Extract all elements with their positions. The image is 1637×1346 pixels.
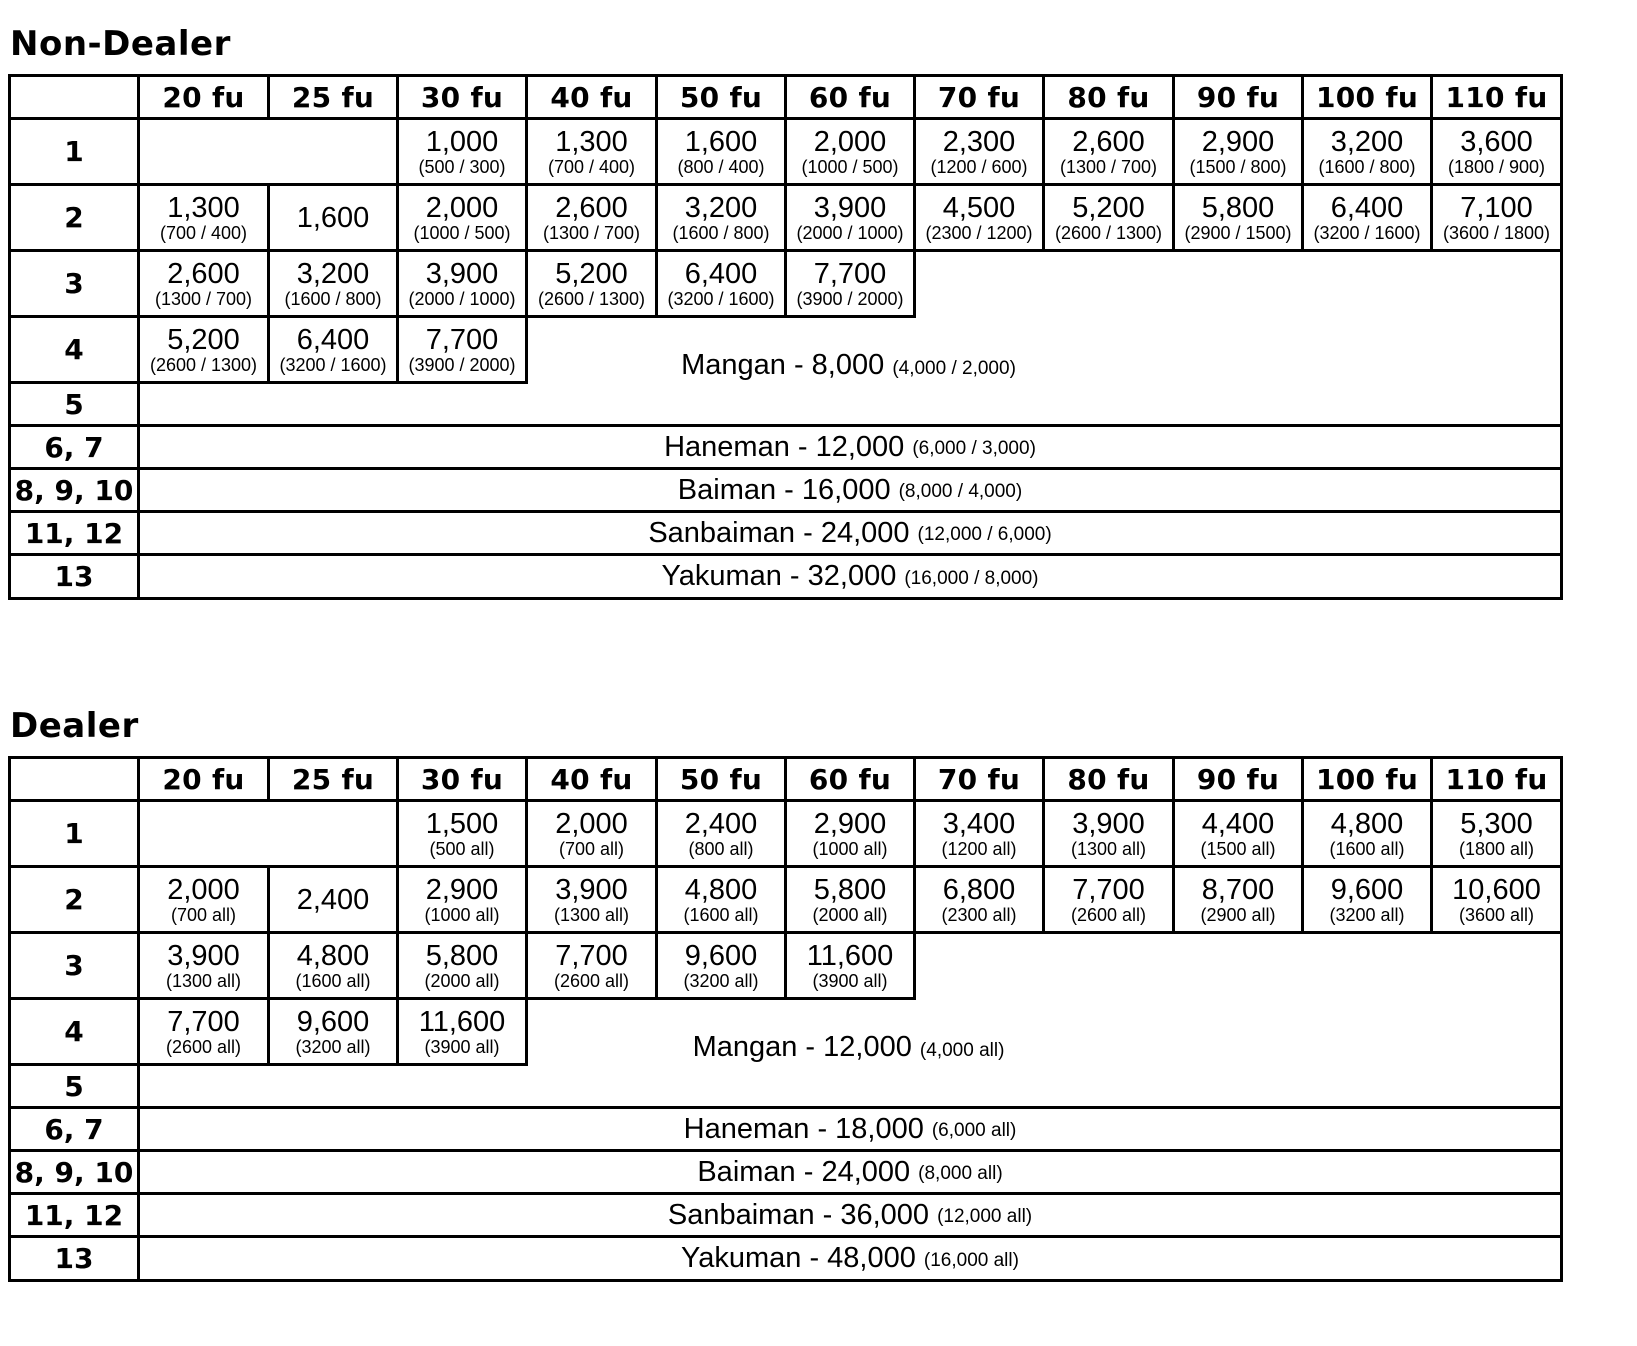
payment-split: (700 all) (170, 904, 237, 925)
score-cell (913, 117, 1045, 186)
points-value: 5,300 (1460, 807, 1533, 840)
points-value: 5,200 (555, 257, 628, 290)
payment-split: (1600 / 800) (1318, 156, 1416, 177)
limit-points: Yakuman - 32,000 (661, 560, 897, 592)
points-value: 3,900 (555, 873, 628, 906)
payment-split: (2600 all) (1070, 904, 1147, 925)
points-value: 3,200 (296, 257, 370, 290)
points-value: 2,000 (555, 807, 628, 840)
section-title: Non-Dealer (10, 24, 231, 64)
points-value: 5,800 (813, 873, 887, 906)
limit-split: (12,000 all) (937, 1206, 1033, 1227)
points-value: 3,200 (684, 191, 758, 224)
payment-split: (500 / 300) (418, 156, 506, 177)
han-row-header: 3 (8, 249, 140, 318)
points-value: 3,900 (813, 191, 887, 224)
score-cell (137, 997, 270, 1066)
score-cell (396, 183, 528, 252)
limit-split: (4,000 / 2,000) (892, 358, 1016, 379)
points-value: 4,800 (296, 939, 370, 972)
score-cell (784, 865, 916, 934)
payment-split: (700 all) (558, 838, 625, 859)
payment-split: (3200 all) (295, 1036, 371, 1057)
yakuman-row (137, 553, 1563, 600)
points-value: 11,600 (418, 1005, 506, 1038)
score-cell (1172, 865, 1304, 934)
points-value: 7,700 (425, 323, 499, 356)
points-value: 3,900 (167, 939, 240, 972)
points-value: 2,900 (425, 873, 499, 906)
score-cell (396, 799, 528, 868)
payment-split: (2600 all) (165, 1036, 242, 1057)
han-row-header: 8, 9, 10 (8, 1149, 140, 1195)
han-row-header: 1 (8, 117, 140, 186)
column-header: 30 fu (396, 74, 528, 120)
score-cell (1042, 117, 1175, 186)
points-value: 5,200 (1072, 191, 1145, 224)
score-cell (913, 865, 1045, 934)
han-row-header: 11, 12 (8, 510, 140, 556)
payment-split: (1300 / 700) (154, 288, 253, 309)
points-value: 7,100 (1460, 191, 1533, 224)
points-value: 2,000 (813, 125, 887, 158)
points-value: 4,500 (942, 191, 1016, 224)
payment-split: (800 / 400) (677, 156, 765, 177)
limit-split: (16,000 all) (923, 1249, 1019, 1271)
payment-split: (3200 / 1600) (279, 354, 387, 375)
column-header: 40 fu (525, 756, 658, 802)
payment-split: (3600 / 1800) (1442, 222, 1551, 243)
score-cell (1042, 183, 1175, 252)
points-value: 1,300 (555, 125, 628, 158)
han-row-header: 3 (8, 931, 140, 1000)
limit-points: Sanbaiman - 36,000 (667, 1198, 930, 1231)
points-value: 1,500 (425, 807, 499, 840)
score-cell (525, 183, 658, 252)
column-header: 90 fu (1172, 756, 1304, 802)
score-cell (267, 997, 399, 1066)
score-cell (784, 183, 916, 252)
payment-split: (1500 all) (1200, 838, 1276, 859)
payment-split: (1300 all) (1070, 838, 1147, 859)
han-row-header: 4 (8, 997, 140, 1066)
payment-split: (1000 / 500) (801, 156, 899, 177)
han-row-header: 5 (8, 1063, 140, 1109)
limit-points: Haneman - 12,000 (664, 430, 905, 463)
score-cell (267, 931, 399, 1000)
points-value: 9,600 (1330, 873, 1404, 906)
score-cell (784, 117, 916, 186)
points-value: 3,200 (1330, 125, 1404, 158)
limit-points: Baiman - 16,000 (677, 473, 891, 506)
mangan-label (693, 1031, 1005, 1064)
points-value: 3,900 (1072, 807, 1145, 840)
column-header: 40 fu (525, 74, 658, 120)
score-cell (1172, 799, 1304, 868)
points-value: 2,000 (167, 873, 240, 906)
points-value: 3,900 (425, 257, 499, 290)
score-cell (525, 799, 658, 868)
points-value: 2,000 (425, 191, 499, 224)
column-header: 90 fu (1172, 74, 1304, 120)
han-row-header: 6, 7 (8, 1106, 140, 1152)
score-cell (1430, 117, 1563, 186)
points-value: 4,400 (1201, 807, 1275, 840)
score-cell (396, 249, 528, 318)
mangan-label (681, 349, 1016, 382)
payment-split: (2300 / 1200) (925, 222, 1033, 243)
limit-split: (12,000 / 6,000) (917, 524, 1052, 545)
column-header: 60 fu (784, 756, 916, 802)
points-value: 3,400 (942, 807, 1016, 840)
score-cell (655, 799, 787, 868)
limit-split: (16,000 / 8,000) (904, 567, 1039, 589)
score-cell (267, 183, 399, 252)
column-header: 30 fu (396, 756, 528, 802)
sanbaiman-row (137, 510, 1563, 556)
payment-split: (2000 all) (812, 904, 888, 925)
points-value: 5,800 (425, 939, 499, 972)
points-value: 7,700 (1072, 873, 1145, 906)
payment-split: (2600 all) (553, 970, 630, 991)
score-cell (267, 315, 399, 384)
score-cell (655, 931, 787, 1000)
column-header: 60 fu (784, 74, 916, 120)
payment-split: (2600 / 1300) (1054, 222, 1163, 243)
payment-split: (1000 / 500) (413, 222, 511, 243)
corner-cell (8, 756, 140, 802)
score-cell (137, 931, 270, 1000)
score-cell (913, 183, 1045, 252)
points-value: 1,600 (684, 125, 758, 158)
haneman-row (137, 424, 1563, 470)
payment-split: (2000 / 1000) (796, 222, 904, 243)
payment-split: (1300 / 700) (1059, 156, 1158, 177)
payment-split: (1600 / 800) (672, 222, 770, 243)
payment-split: (1200 all) (941, 838, 1017, 859)
points-value: 9,600 (684, 939, 758, 972)
score-cell (1301, 799, 1433, 868)
points-value: 2,600 (167, 257, 240, 290)
han-row-header: 13 (8, 553, 140, 600)
score-cell (396, 865, 528, 934)
payment-split: (800 all) (688, 838, 754, 859)
payment-split: (3200 / 1600) (667, 288, 775, 309)
empty-cell (137, 799, 399, 868)
score-cell (655, 183, 787, 252)
score-cell (913, 799, 1045, 868)
score-cell (525, 249, 658, 318)
points-value: 7,700 (555, 939, 628, 972)
points-value: 1,000 (425, 125, 499, 158)
column-header: 20 fu (137, 756, 270, 802)
score-cell (1430, 865, 1563, 934)
payment-split: (1600 / 800) (284, 288, 382, 309)
payment-split: (700 / 400) (159, 222, 248, 243)
column-header: 70 fu (913, 74, 1045, 120)
score-cell (525, 865, 658, 934)
score-cell (1430, 799, 1563, 868)
score-cell (1042, 865, 1175, 934)
score-cell (396, 315, 528, 384)
haneman-row (137, 1106, 1563, 1152)
column-header: 80 fu (1042, 756, 1175, 802)
limit-split: (8,000 all) (918, 1163, 1003, 1184)
payment-split: (2000 all) (424, 970, 500, 991)
column-header: 110 fu (1430, 756, 1563, 802)
score-cell (655, 865, 787, 934)
corner-cell (8, 74, 140, 120)
han-row-header: 1 (8, 799, 140, 868)
payment-split: (2000 / 1000) (408, 288, 516, 309)
payment-split: (2900 all) (1200, 904, 1276, 925)
points-value: 3,600 (1460, 125, 1533, 158)
han-row-header: 2 (8, 865, 140, 934)
payment-split: (3900 all) (424, 1036, 500, 1057)
points-value: 1,300 (167, 191, 240, 224)
han-row-header: 2 (8, 183, 140, 252)
score-cell (137, 315, 270, 384)
han-row-header: 8, 9, 10 (8, 467, 140, 513)
points-value: 5,800 (1201, 191, 1275, 224)
payment-split: (1300 / 700) (542, 222, 641, 243)
points-value: 4,800 (684, 873, 758, 906)
han-row-header: 11, 12 (8, 1192, 140, 1238)
score-cell (1301, 865, 1433, 934)
score-cell (1042, 799, 1175, 868)
points-value: 2,300 (942, 125, 1016, 158)
column-header: 80 fu (1042, 74, 1175, 120)
payment-split: (1000 all) (424, 904, 500, 925)
payment-split: (500 all) (429, 838, 495, 859)
score-cell (784, 249, 916, 318)
score-cell (396, 931, 528, 1000)
points-value: 11,600 (806, 939, 894, 972)
points-value: 6,400 (684, 257, 758, 290)
payment-split: (1600 all) (295, 970, 371, 991)
score-cell (525, 931, 658, 1000)
limit-points: Baiman - 24,000 (697, 1155, 911, 1188)
section-title: Dealer (10, 706, 139, 746)
payment-split: (1800 / 900) (1447, 156, 1546, 177)
column-header: 100 fu (1301, 756, 1433, 802)
limit-split: (8,000 / 4,000) (898, 481, 1023, 502)
score-cell (137, 249, 270, 318)
yakuman-row (137, 1235, 1563, 1282)
payment-split: (2900 / 1500) (1184, 222, 1292, 243)
limit-points: Sanbaiman - 24,000 (648, 516, 910, 549)
score-cell (1172, 117, 1304, 186)
column-header: 110 fu (1430, 74, 1563, 120)
empty-cell (137, 117, 399, 186)
score-cell (784, 931, 916, 1000)
score-cell (137, 183, 270, 252)
payment-split: (1500 / 800) (1189, 156, 1287, 177)
column-header: 50 fu (655, 74, 787, 120)
baiman-row (137, 467, 1563, 513)
payment-split: (2600 / 1300) (537, 288, 646, 309)
points-value: 6,800 (942, 873, 1016, 906)
points-value: 2,900 (1201, 125, 1275, 158)
score-cell (267, 249, 399, 318)
payment-split: (3200 all) (1329, 904, 1405, 925)
score-cell (1430, 183, 1563, 252)
score-cell (396, 117, 528, 186)
points-value: 1,600 (296, 201, 370, 234)
column-header: 100 fu (1301, 74, 1433, 120)
points-value: 8,700 (1201, 873, 1275, 906)
payment-split: (2300 all) (941, 904, 1017, 925)
points-value: 2,600 (1072, 125, 1145, 158)
payment-split: (1600 all) (683, 904, 759, 925)
score-cell (137, 865, 270, 934)
column-header: 20 fu (137, 74, 270, 120)
payment-split: (1800 all) (1458, 838, 1535, 859)
han-row-header: 5 (8, 381, 140, 427)
limit-split: (4,000 all) (919, 1040, 1005, 1061)
points-value: 6,400 (296, 323, 370, 356)
limit-split: (6,000 all) (931, 1120, 1017, 1141)
points-value: 9,600 (296, 1005, 370, 1038)
payment-split: (1300 all) (553, 904, 630, 925)
payment-split: (3200 all) (683, 970, 759, 991)
score-cell (525, 117, 658, 186)
limit-points: Haneman - 18,000 (683, 1112, 924, 1145)
payment-split: (1200 / 600) (930, 156, 1028, 177)
payment-split: (700 / 400) (547, 156, 636, 177)
payment-split: (3900 all) (812, 970, 888, 991)
score-cell (1172, 183, 1304, 252)
points-value: 6,400 (1330, 191, 1404, 224)
han-row-header: 6, 7 (8, 424, 140, 470)
score-cell (655, 117, 787, 186)
score-cell (655, 249, 787, 318)
points-value: 2,400 (296, 883, 370, 916)
payment-split: (1300 all) (165, 970, 242, 991)
points-value: 2,900 (813, 807, 887, 840)
baiman-row (137, 1149, 1563, 1195)
score-cell (784, 799, 916, 868)
payment-split: (3900 / 2000) (408, 354, 516, 375)
points-value: 7,700 (167, 1005, 240, 1038)
sanbaiman-row (137, 1192, 1563, 1238)
score-cell (396, 997, 528, 1066)
limit-points: Mangan - 12,000 (692, 1031, 912, 1063)
points-value: 2,400 (684, 807, 758, 840)
payment-split: (1000 all) (812, 838, 888, 859)
score-cell (1301, 117, 1433, 186)
column-header: 50 fu (655, 756, 787, 802)
payment-split: (3600 all) (1458, 904, 1535, 925)
score-cell (267, 865, 399, 934)
han-row-header: 13 (8, 1235, 140, 1282)
points-value: 2,600 (555, 191, 628, 224)
limit-split: (6,000 / 3,000) (912, 438, 1036, 459)
payment-split: (1600 all) (1329, 838, 1405, 859)
column-header: 70 fu (913, 756, 1045, 802)
limit-points: Mangan - 8,000 (681, 349, 885, 381)
column-header: 25 fu (267, 74, 399, 120)
column-header: 25 fu (267, 756, 399, 802)
points-value: 5,200 (167, 323, 240, 356)
payment-split: (3200 / 1600) (1313, 222, 1421, 243)
points-value: 4,800 (1330, 807, 1404, 840)
score-cell (1301, 183, 1433, 252)
points-value: 7,700 (813, 257, 887, 290)
payment-split: (2600 / 1300) (149, 354, 258, 375)
limit-points: Yakuman - 48,000 (681, 1242, 916, 1274)
payment-split: (3900 / 2000) (796, 288, 904, 309)
points-value: 10,600 (1452, 873, 1541, 906)
han-row-header: 4 (8, 315, 140, 384)
